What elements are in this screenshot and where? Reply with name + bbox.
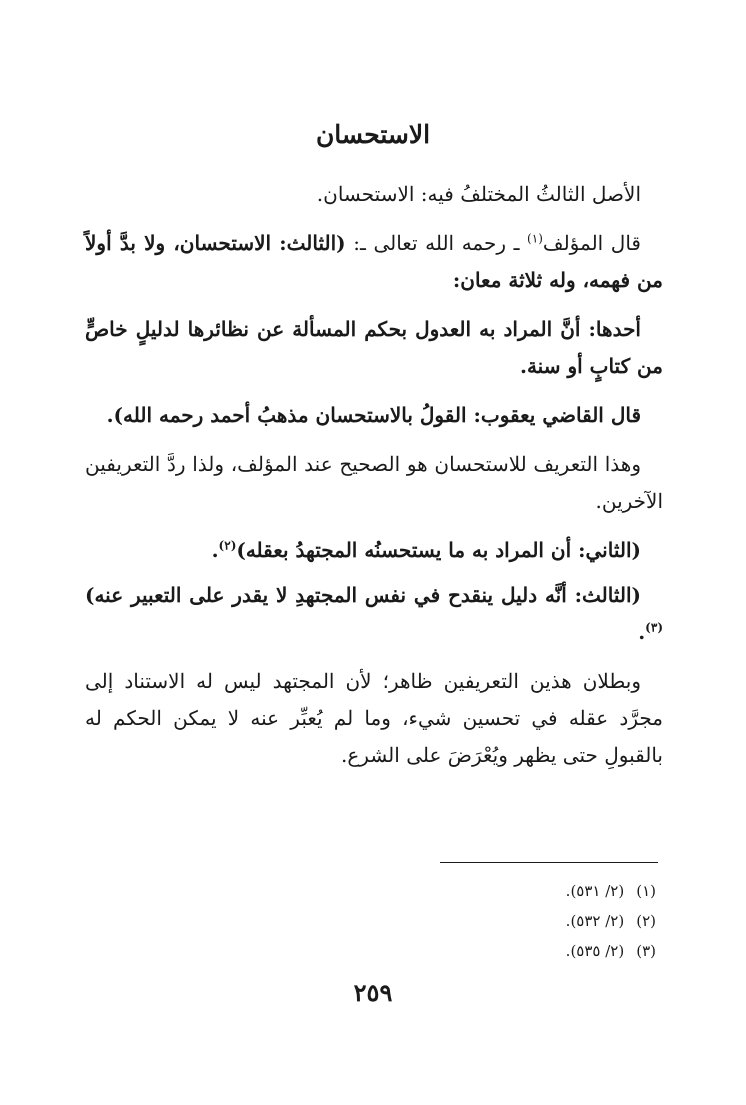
meaning-two-text: (الثاني: أن المراد به ما يستحسنُه المجتهدُ بعقله) [236,538,641,562]
footnote-marker-3: (٣) [645,620,663,635]
paragraph-commentary: وهذا التعريف للاستحسان هو الصحيح عند المؤلف، ولذا ردَّ التعريفين الآخرين. [85,452,663,513]
footnote-number: (٢) [636,912,656,930]
footnote-reference: (٢/ ٥٣٢). [565,912,625,930]
paragraph-intro: الأصل الثالثُ المختلفُ فيه: الاستحسان. [316,182,641,206]
quote-formula: ـ رحمه الله تعالى ـ: [345,231,528,255]
paragraph-refutation: وبطلان هذين التعريفين ظاهر؛ لأن المجتهد ليس له الاستناد إلى مجرَّد عقله في تحسين شيء، وما لم يُعبِّر عنه لا يمكن الحكم له بالقبولِ حتى يظهر ويُعْرَضَ على الشرع. [85,669,663,767]
footnote-number: (١) [636,882,656,900]
footnote-reference: (٢/ ٥٣١). [565,882,625,900]
footnote-marker-1: (١) [527,231,543,246]
footnote-divider [440,862,658,863]
quote-lead: قال المؤلف [542,231,641,255]
paragraph-qadi-yaqub: قال القاضي يعقوب: القولُ بالاستحسان مذهبُ أحمد رحمه الله). [106,403,641,427]
footnote-item [300,936,656,966]
meaning-two-end: . [211,538,219,562]
chapter-title: الاستحسان [315,120,431,149]
footnote-item [300,876,656,906]
footnote-marker-2: (٢) [218,538,237,553]
footnote-reference: (٢/ ٥٣٥). [565,942,625,960]
meaning-three-text: (الثالث: أنَّه دليل ينقدح في نفس المجتهدِ لا يقدر على التعبير عنه) [85,583,641,607]
page-number: ٢٥٩ [353,978,393,1007]
footnotes [300,876,656,966]
main-text [85,176,663,786]
paragraph-meaning-three [85,577,663,651]
quote-bold-text: (الثالث: الاستحسان، ولا بدَّ أولاً من فهمه، وله ثلاثة معان: [85,231,663,292]
paragraph-meaning-one: أحدها: أنَّ المراد به العدول بحكم المسألة عن نظائرها لدليلٍ خاصٍّ من كتابٍ أو سنة. [85,317,663,378]
footnote-number: (٣) [636,942,656,960]
footnote-item [300,906,656,936]
paragraph-author-quote [85,225,663,299]
meaning-three-end: . [638,620,646,644]
paragraph-meaning-two [85,532,663,569]
